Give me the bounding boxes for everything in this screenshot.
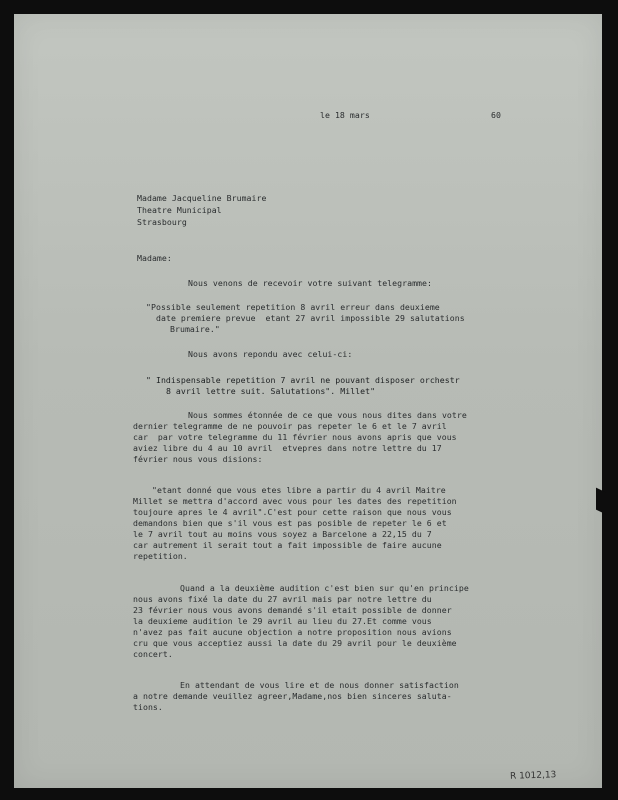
paragraph-line: concert. <box>133 649 173 659</box>
quoted-letter-line: car autrement il serait tout a fait impossible de faire aucune <box>133 540 442 550</box>
quoted-letter-line: demandons bien que s'il vous est pas posible de repeter le 6 et <box>133 518 447 528</box>
letter-page <box>14 14 602 788</box>
salutation: Madame: <box>137 253 172 263</box>
quoted-letter-line: le 7 avril tout au moins vous soyez a Barcelone a 22,15 du 7 <box>133 529 432 539</box>
paragraph-line: nous avons fixé la date du 27 avril mais par notre lettre du <box>133 594 432 604</box>
closing-line: a notre demande veuillez agreer,Madame,nos bien sinceres saluta- <box>133 691 452 701</box>
address-name: Madame Jacqueline Brumaire <box>137 193 267 203</box>
paragraph-line: Quand a la deuxième audition c'est bien sur qu'en principe <box>180 583 469 593</box>
paragraph-line: aviez libre du 4 au 10 avril etvepres dans notre lettre du 17 <box>133 443 442 453</box>
intro-line: Nous venons de recevoir votre suivant telegramme: <box>188 278 432 288</box>
paragraph-line: 23 février nous vous avons demandé s'il etait possible de donner <box>133 605 452 615</box>
address-venue: Theatre Municipal <box>137 205 222 215</box>
telegram-quote-line: date premiere prevue etant 27 avril impossible 29 salutations <box>156 313 465 323</box>
reply-quote-line: 8 avril lettre suit. Salutations". Millet" <box>156 386 376 396</box>
paragraph-line: Nous sommes étonnée de ce que vous nous dites dans votre <box>188 410 467 420</box>
paragraph-line: car par votre telegramme du 11 février nous avons apris que vous <box>133 432 457 442</box>
telegram-quote-line: Brumaire." <box>170 324 220 334</box>
paragraph-line: cru que vous acceptiez aussi la date du 29 avril pour le deuxième <box>133 638 457 648</box>
paragraph-line: dernier telegramme de ne pouvoir pas repeter le 6 et le 7 avril <box>133 421 447 431</box>
telegram-quote-line: "Possible seulement repetition 8 avril erreur dans deuxieme <box>146 302 440 312</box>
closing-line: En attendant de vous lire et de nous donner satisfaction <box>180 680 459 690</box>
paragraph-line: la deuxieme audition le 29 avril au lieu du 27.Et comme vous <box>133 616 432 626</box>
date-line: le 18 mars <box>320 110 370 120</box>
quoted-letter-line: repetition. <box>133 551 188 561</box>
paragraph-line: février nous vous disions: <box>133 454 263 464</box>
archive-reference: R 1012,13 <box>509 770 557 782</box>
quoted-letter-line: toujoure apres le 4 avril".C'est pour cette raison que nous vous <box>133 507 452 517</box>
quoted-letter-line: Millet se mettra d'accord avec vous pour les dates des repetition <box>133 496 457 506</box>
paragraph-line: n'avez pas fait aucune objection a notre proposition nous avions <box>133 627 452 637</box>
closing-line: tions. <box>133 702 163 712</box>
quoted-letter-line: "etant donné que vous etes libre a partir du 4 avril Maitre <box>152 485 446 495</box>
torn-edge <box>596 488 606 515</box>
reply-quote-line: " Indispensable repetition 7 avril ne pouvant disposer orchestr <box>146 375 460 385</box>
address-city: Strasbourg <box>137 217 187 227</box>
replied-line: Nous avons repondu avec celui-ci: <box>188 349 353 359</box>
year: 60 <box>491 110 501 120</box>
